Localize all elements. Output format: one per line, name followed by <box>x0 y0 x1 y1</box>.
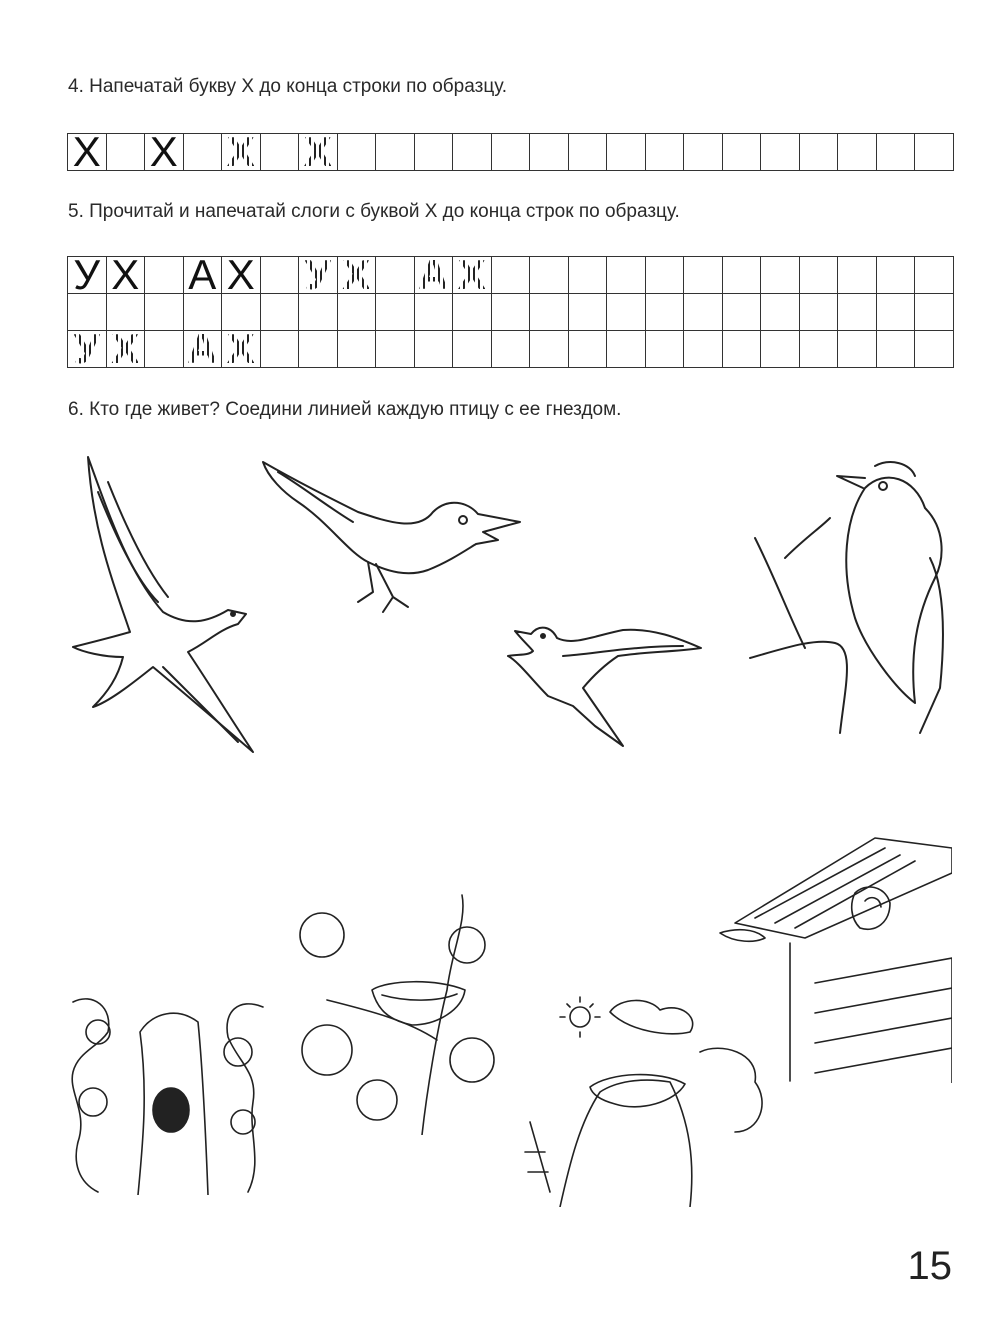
grid-cell-empty[interactable] <box>838 331 877 368</box>
dotted-letter-guide: А <box>418 257 448 294</box>
grid-cell-empty[interactable] <box>415 331 454 368</box>
grid-cell-empty[interactable] <box>646 134 685 171</box>
grid-cell-letter[interactable] <box>222 134 261 171</box>
grid-cell-empty[interactable] <box>723 294 762 331</box>
grid-cell-empty[interactable] <box>607 134 646 171</box>
grid-cell-empty[interactable] <box>800 257 839 294</box>
grid-cell-empty[interactable] <box>107 134 146 171</box>
grid-cell-empty[interactable] <box>684 134 723 171</box>
grid-cell-empty[interactable] <box>915 257 954 294</box>
tree-hollow-icon <box>68 992 268 1195</box>
crow-illustration[interactable] <box>258 452 523 617</box>
grid-cell-empty[interactable] <box>222 294 261 331</box>
grid-cell-empty[interactable] <box>261 294 300 331</box>
grid-cell-empty[interactable] <box>376 257 415 294</box>
nest-under-roof-icon <box>715 833 952 1083</box>
grid-cell-empty[interactable] <box>530 257 569 294</box>
grid-cell-empty[interactable] <box>915 134 954 171</box>
grid-cell-empty[interactable] <box>415 294 454 331</box>
grid-cell-empty[interactable] <box>68 294 107 331</box>
grid-cell-empty[interactable] <box>723 134 762 171</box>
grid-cell-empty[interactable] <box>761 257 800 294</box>
task-6-instruction: 6. Кто где живет? Соедини линией каждую птицу с ее гнездом. <box>68 399 622 420</box>
grid-cell-empty[interactable] <box>569 294 608 331</box>
grid-cell-empty[interactable] <box>569 331 608 368</box>
grid-cell-empty[interactable] <box>684 257 723 294</box>
grid-cell-empty[interactable] <box>877 331 916 368</box>
grid-cell-empty[interactable] <box>761 294 800 331</box>
grid-cell-empty[interactable] <box>299 294 338 331</box>
dotted-letter-guide: Х <box>111 331 139 368</box>
grid-cell-empty[interactable] <box>915 294 954 331</box>
grid-cell-empty[interactable] <box>607 294 646 331</box>
grid-cell-empty[interactable] <box>145 294 184 331</box>
grid-cell-empty[interactable] <box>107 294 146 331</box>
grid-cell-empty[interactable] <box>376 134 415 171</box>
grid-cell-empty[interactable] <box>492 331 531 368</box>
grid-cell-empty[interactable] <box>838 134 877 171</box>
dotted-letter-guide: А <box>187 331 217 368</box>
grid-cell-empty[interactable] <box>453 134 492 171</box>
grid-cell-empty[interactable] <box>761 134 800 171</box>
grid-cell-empty[interactable] <box>184 134 223 171</box>
swallow-icon <box>503 616 703 756</box>
woodpecker-illustration[interactable] <box>745 458 950 736</box>
grid-cell-empty[interactable] <box>761 331 800 368</box>
grid-cell-empty[interactable] <box>492 294 531 331</box>
tree-hollow-illustration[interactable] <box>68 992 268 1195</box>
grid-cell-letter[interactable] <box>222 331 261 368</box>
grid-cell-empty[interactable] <box>261 331 300 368</box>
grid-cell-empty[interactable] <box>530 134 569 171</box>
grid-cell-letter[interactable]: Х <box>222 257 261 294</box>
task-4-instruction: 4. Напечатай букву Х до конца строки по образцу. <box>68 76 508 97</box>
grid-cell-empty[interactable] <box>184 294 223 331</box>
grid-cell-empty[interactable] <box>684 331 723 368</box>
grid-cell-empty[interactable] <box>145 257 184 294</box>
grid-cell-empty[interactable] <box>800 331 839 368</box>
grid-cell-empty[interactable] <box>838 257 877 294</box>
grid-cell-letter[interactable]: У <box>68 257 107 294</box>
grid-cell-empty[interactable] <box>530 294 569 331</box>
grid-cell-empty[interactable] <box>376 331 415 368</box>
grid-cell-empty[interactable] <box>607 331 646 368</box>
grid-cell-empty[interactable] <box>569 257 608 294</box>
grid-cell-empty[interactable] <box>684 294 723 331</box>
grid-cell-empty[interactable] <box>723 331 762 368</box>
grid-cell-empty[interactable] <box>261 134 300 171</box>
dotted-letter-guide: Х <box>458 257 486 294</box>
dotted-letter-guide: Х <box>227 331 255 368</box>
grid-cell-empty[interactable] <box>338 294 377 331</box>
dotted-letter-guide: Х <box>304 134 332 171</box>
page-number: 15 <box>907 1244 952 1288</box>
nest-in-tree-illustration[interactable] <box>287 890 497 1135</box>
nest-under-roof-illustration[interactable] <box>715 833 952 1083</box>
dotted-letter-guide: У <box>74 331 100 368</box>
grid-cell-letter[interactable] <box>338 257 377 294</box>
dotted-letter-guide: У <box>305 257 331 294</box>
grid-cell-letter[interactable]: Х <box>145 134 184 171</box>
grid-cell-letter[interactable] <box>453 257 492 294</box>
grid-cell-empty[interactable] <box>646 257 685 294</box>
grid-cell-letter[interactable]: Х <box>107 257 146 294</box>
grid-cell-empty[interactable] <box>338 331 377 368</box>
grid-cell-empty[interactable] <box>569 134 608 171</box>
grid-cell-empty[interactable] <box>415 134 454 171</box>
nest-in-tree-icon <box>287 890 497 1135</box>
grid-cell-empty[interactable] <box>453 294 492 331</box>
grid-cell-empty[interactable] <box>877 257 916 294</box>
eagle-icon <box>68 452 258 757</box>
grid-cell-empty[interactable] <box>607 257 646 294</box>
grid-cell-empty[interactable] <box>877 294 916 331</box>
grid-cell-letter[interactable] <box>184 331 223 368</box>
crow-icon <box>258 452 523 617</box>
grid-cell-empty[interactable] <box>376 294 415 331</box>
grid-cell-empty[interactable] <box>530 331 569 368</box>
grid-cell-empty[interactable] <box>800 294 839 331</box>
grid-cell-empty[interactable] <box>299 331 338 368</box>
task-5-instruction: 5. Прочитай и напечатай слоги с буквой Х до конца строк по образцу. <box>68 201 680 222</box>
grid-cell-empty[interactable] <box>492 134 531 171</box>
syllable-grid-task-5 <box>67 256 954 368</box>
grid-cell-letter[interactable] <box>415 257 454 294</box>
grid-cell-empty[interactable] <box>492 257 531 294</box>
dotted-letter-guide: Х <box>342 257 370 294</box>
eagle-illustration[interactable] <box>68 452 258 757</box>
grid-cell-empty[interactable] <box>646 331 685 368</box>
grid-cell-letter[interactable] <box>68 331 107 368</box>
grid-cell-empty[interactable] <box>646 294 685 331</box>
grid-cell-letter[interactable]: А <box>184 257 223 294</box>
grid-cell-letter[interactable] <box>299 134 338 171</box>
grid-cell-empty[interactable] <box>915 331 954 368</box>
grid-cell-empty[interactable] <box>338 134 377 171</box>
grid-cell-empty[interactable] <box>453 331 492 368</box>
dotted-letter-guide: Х <box>227 134 255 171</box>
grid-cell-letter[interactable] <box>299 257 338 294</box>
grid-cell-empty[interactable] <box>838 294 877 331</box>
swallow-illustration[interactable] <box>503 616 703 756</box>
grid-cell-empty[interactable] <box>261 257 300 294</box>
grid-cell-empty[interactable] <box>800 134 839 171</box>
woodpecker-icon <box>745 458 950 736</box>
grid-cell-letter[interactable] <box>107 331 146 368</box>
grid-cell-empty[interactable] <box>145 331 184 368</box>
grid-cell-empty[interactable] <box>877 134 916 171</box>
letter-grid-task-4 <box>67 133 954 171</box>
grid-cell-letter[interactable]: Х <box>68 134 107 171</box>
grid-cell-empty[interactable] <box>723 257 762 294</box>
